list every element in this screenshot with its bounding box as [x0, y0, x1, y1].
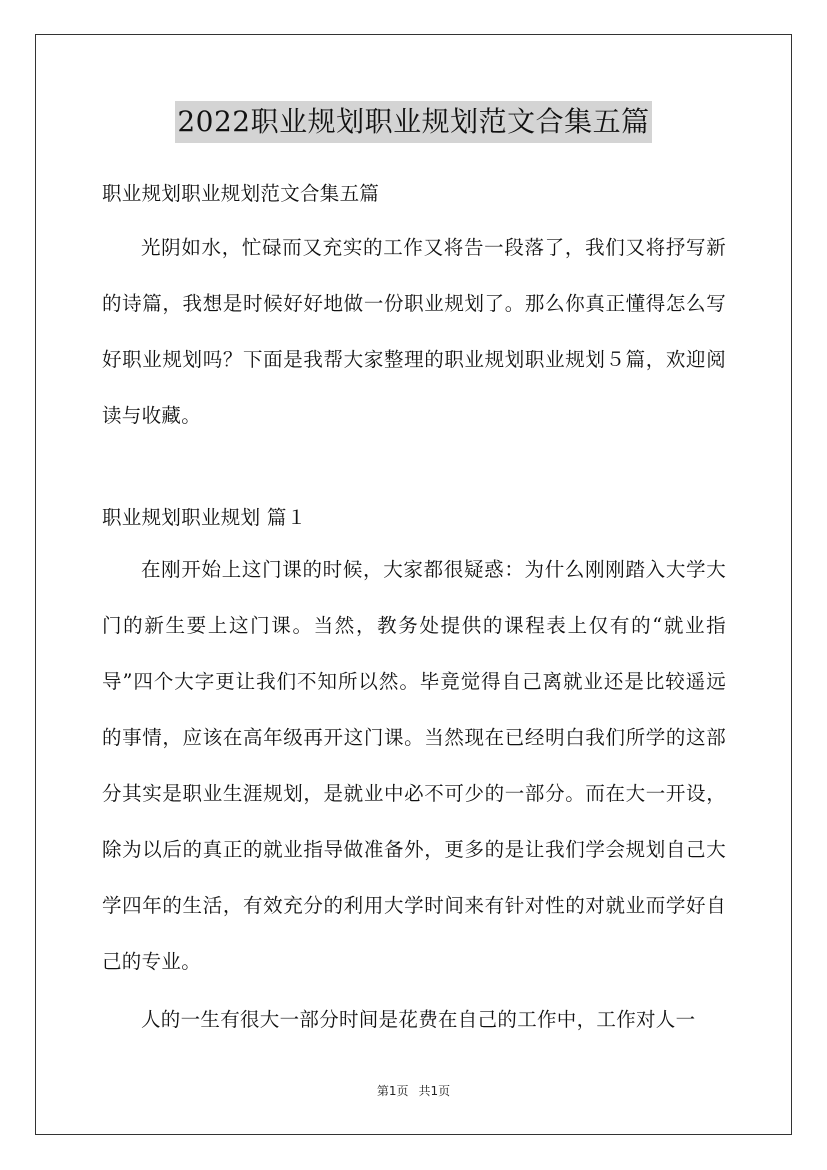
page-footer [0, 1082, 827, 1100]
page-total: 共1页 [418, 1084, 451, 1098]
document-title: 2022职业规划职业规划范文合集五篇 [175, 101, 651, 143]
section-paragraph-1: 在刚开始上这门课的时候，大家都很疑惑：为什么刚刚踏入大学大门的新生要上这门课。当然，教务处提供的课程表上仅有的“就业指导”四个大字更让我们不知所以然。毕竟觉得自己离就业还是比较遥远的事情，应该在高年级再开这门课。当然现在已经明白我们所学的这部分其实是职业生涯规划，是就业中必不可少的一部分。而在大一开设，除为以后的真正的就业指导做准备外，更多的是让我们学会规划自己大学四年的生活，有效充分的利用大学时间来有针对性的对就业而学好自己的专业。 [102, 558, 726, 973]
intro-paragraph: 光阴如水，忙碌而又充实的工作又将告一段落了，我们又将抒写新的诗篇，我想是时候好好地做一份职业规划了。那么你真正懂得怎么写好职业规划吗？下面是我帮大家整理的职业规划职业规划５篇，欢迎阅读与收藏。 [102, 236, 726, 427]
section-paragraph-2: 人的一生有很大一部分时间是花费在自己的工作中，工作对人一 [141, 1008, 696, 1031]
document-subtitle: 职业规划职业规划范文合集五篇 [102, 182, 380, 205]
page-number: 第1页 [376, 1084, 409, 1098]
section-heading: 职业规划职业规划 篇１ [102, 506, 307, 529]
title-container [0, 101, 827, 143]
